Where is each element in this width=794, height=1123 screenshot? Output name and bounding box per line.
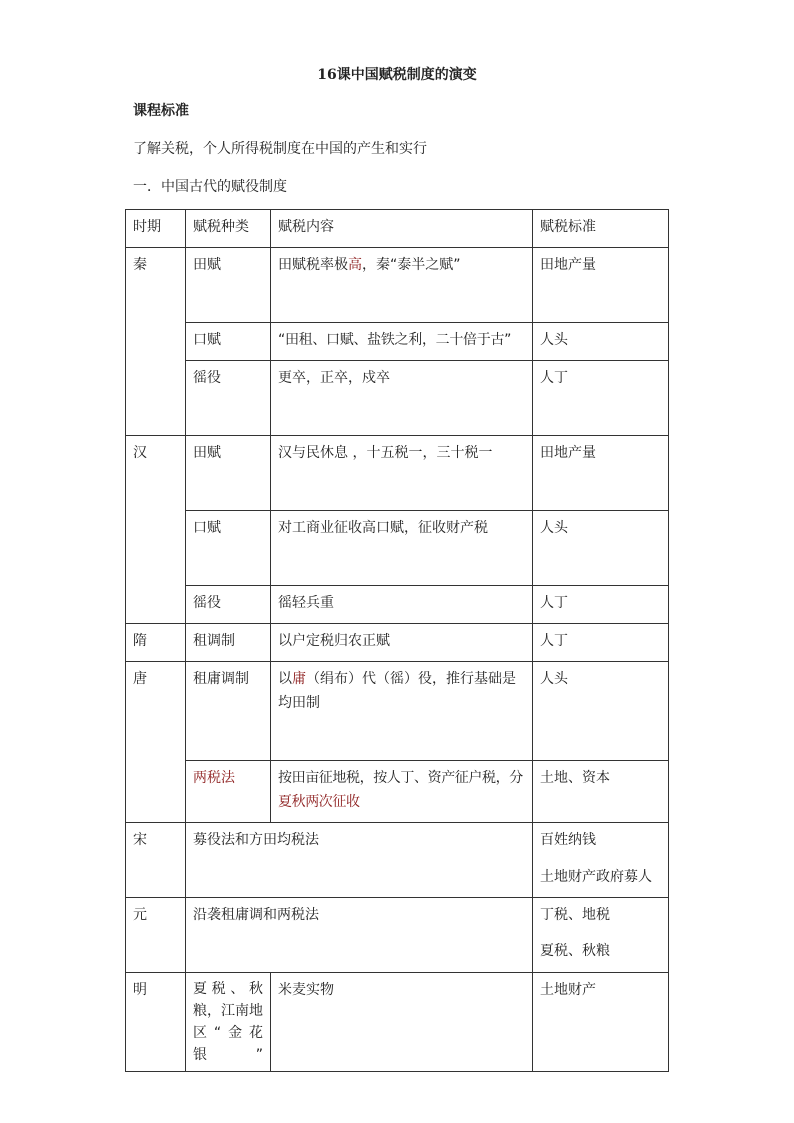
table-row [126, 361, 669, 436]
tax-content-cell: 募役法和方田均税法 [186, 823, 533, 898]
content-text: （绢布）代（徭）役，推行基础是均田制 [278, 671, 516, 711]
header-tax-standard: 赋税标准 [533, 210, 669, 248]
tax-content-cell [271, 662, 533, 761]
tax-standard-cell: 土地、资本 [533, 761, 669, 823]
period-cell: 汉 [126, 436, 186, 624]
table-row [126, 973, 669, 1072]
tax-type-cell: 夏税、秋粮，江南地区“金花银” [186, 973, 271, 1072]
content-text: ，秦“泰半之赋” [362, 257, 461, 273]
tax-content-cell: 徭轻兵重 [271, 586, 533, 624]
content-text: 以 [278, 671, 292, 687]
table-row [126, 436, 669, 511]
tax-standard-cell: 人头 [533, 511, 669, 586]
header-tax-type: 赋税种类 [186, 210, 271, 248]
table-row [126, 323, 669, 361]
tax-content-cell: 更卒，正卒，戍卒 [271, 361, 533, 436]
tax-standard-cell [533, 898, 669, 973]
table-row [126, 898, 669, 973]
period-cell: 明 [126, 973, 186, 1072]
table-row [126, 586, 669, 624]
table-row [126, 761, 669, 823]
tax-standard-cell: 土地财产 [533, 973, 669, 1072]
tax-content-cell: 汉与民休息 ，十五税一，三十税一 [271, 436, 533, 511]
tax-type-cell: 口赋 [186, 511, 271, 586]
tax-standard-cell: 田地产量 [533, 248, 669, 323]
standard-line: 百姓纳钱 [540, 832, 596, 848]
period-cell: 宋 [126, 823, 186, 898]
tax-standard-cell: 田地产量 [533, 436, 669, 511]
tax-content-cell: 以户定税归农正赋 [271, 624, 533, 662]
table-row [126, 511, 669, 586]
period-cell: 隋 [126, 624, 186, 662]
tax-type-cell: 口赋 [186, 323, 271, 361]
tax-standard-cell: 人头 [533, 323, 669, 361]
period-cell: 元 [126, 898, 186, 973]
content-text: 田赋税率极 [278, 257, 348, 273]
table-row [126, 624, 669, 662]
table-row [126, 662, 669, 761]
table-header-row [126, 210, 669, 248]
tax-type-cell: 两税法 [186, 761, 271, 823]
tax-standard-cell: 人丁 [533, 361, 669, 436]
tax-type-cell: 田赋 [186, 248, 271, 323]
tax-content-cell: 米麦实物 [271, 973, 533, 1072]
standard-line: 丁税、地税 [540, 907, 610, 923]
highlight-text: 高 [348, 257, 362, 273]
tax-standard-cell: 人丁 [533, 586, 669, 624]
tax-system-table [125, 209, 669, 1072]
tax-standard-cell: 人头 [533, 662, 669, 761]
header-tax-content: 赋税内容 [271, 210, 533, 248]
standard-text: 了解关税，个人所得税制度在中国的产生和实行 [133, 141, 427, 157]
standard-line: 土地财产政府募人 [540, 869, 652, 885]
tax-type-cell: 徭役 [186, 361, 271, 436]
table-row [126, 823, 669, 898]
tax-content-cell [271, 248, 533, 323]
highlight-text: 夏秋两次征收 [278, 794, 360, 810]
standard-line: 夏税、秋粮 [540, 943, 610, 959]
part-heading: 一．中国古代的赋役制度 [133, 179, 287, 195]
period-cell: 秦 [126, 248, 186, 436]
header-period: 时期 [126, 210, 186, 248]
tax-content-cell [271, 761, 533, 823]
table-row [126, 248, 669, 323]
page-title: 16课中国赋税制度的演变 [317, 67, 477, 83]
tax-type-cell: 租调制 [186, 624, 271, 662]
period-cell: 唐 [126, 662, 186, 823]
tax-standard-cell [533, 823, 669, 898]
tax-type-cell: 徭役 [186, 586, 271, 624]
tax-content-cell: 沿袭租庸调和两税法 [186, 898, 533, 973]
tax-type-cell: 租庸调制 [186, 662, 271, 761]
tax-content-cell: “田租、口赋、盐铁之利，二十倍于古” [271, 323, 533, 361]
section-heading: 课程标准 [133, 103, 189, 119]
tax-type-cell: 田赋 [186, 436, 271, 511]
tax-content-cell: 对工商业征收高口赋，征收财产税 [271, 511, 533, 586]
content-text: 按田亩征地税，按人丁、资产征户税，分 [278, 770, 523, 786]
highlight-text: 庸 [292, 671, 306, 687]
tax-standard-cell: 人丁 [533, 624, 669, 662]
